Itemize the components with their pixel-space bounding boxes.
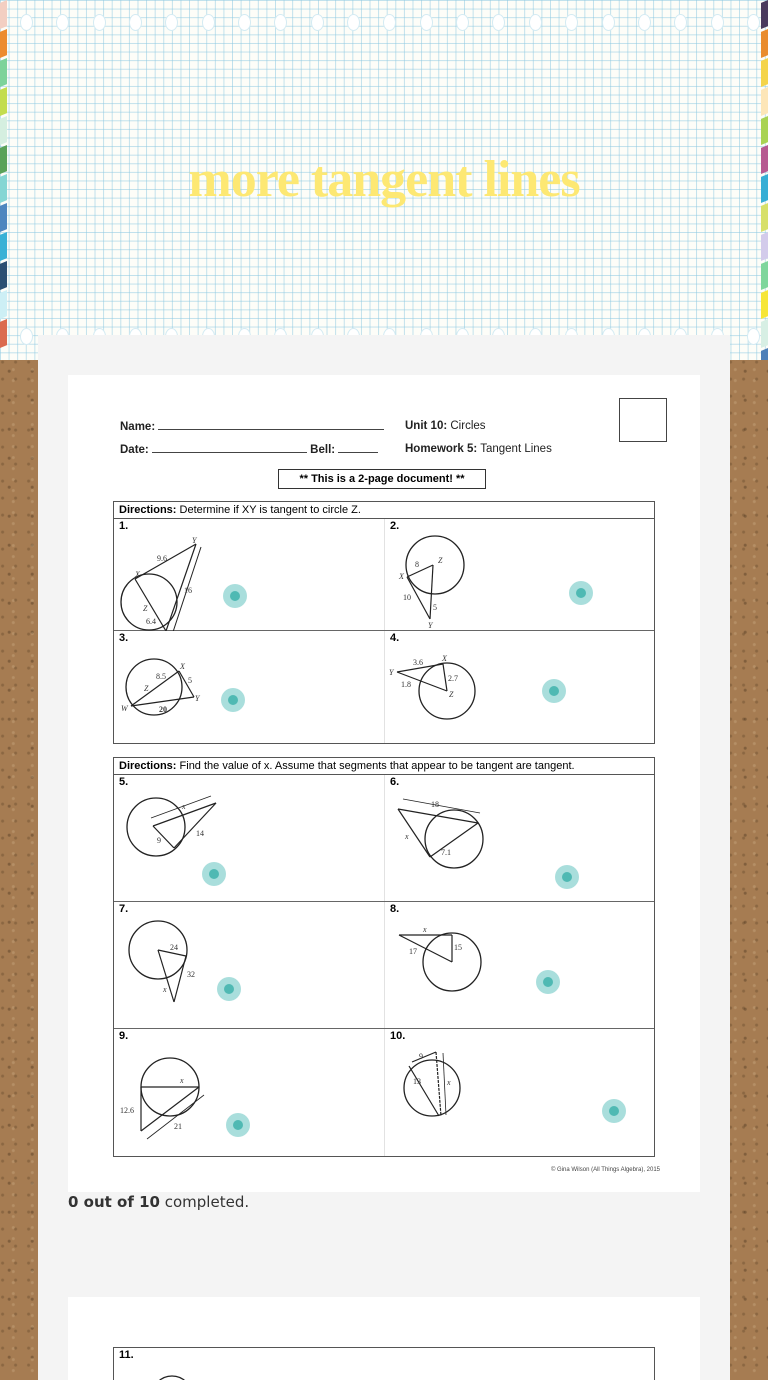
label: X (135, 570, 140, 579)
stripe-segment (0, 0, 7, 29)
homework-value: Tangent Lines (480, 443, 552, 455)
binder-hole (602, 14, 615, 31)
problem-number: 1. (119, 520, 129, 532)
binder-hole (20, 328, 33, 345)
directions-text: Find the value of x. Assume that segments that appear to be tangent are tangent. (179, 760, 575, 772)
problem-row (114, 775, 654, 902)
unit-value: Circles (450, 420, 486, 432)
label: 8 (415, 560, 419, 569)
name-line (120, 420, 384, 433)
binder-hole (347, 14, 360, 31)
label: 14 (196, 829, 204, 838)
stripe-segment (761, 290, 768, 319)
problem-row (114, 519, 654, 631)
problem-9-diagram (114, 1029, 384, 1156)
problem-3 (114, 631, 384, 743)
problem-9 (114, 1029, 384, 1156)
binder-hole (238, 14, 251, 31)
label: 9 (419, 1052, 423, 1061)
label: 17 (409, 947, 417, 956)
stripe-segment (761, 58, 768, 87)
binder-hole (129, 14, 142, 31)
date-line (120, 443, 378, 456)
stripe-segment (0, 319, 7, 348)
label: 12.6 (120, 1106, 134, 1115)
binder-hole (274, 14, 287, 31)
label: Y (389, 668, 394, 677)
problem-4 (384, 631, 654, 743)
label: 32 (187, 970, 195, 979)
label: Y (195, 694, 200, 703)
label: Z (449, 690, 454, 699)
problem-6 (384, 775, 654, 901)
label: x (163, 985, 167, 994)
answer-hotspot-8[interactable] (536, 970, 560, 994)
label: 16 (184, 586, 192, 595)
date-blank (152, 443, 307, 453)
date-label: Date: (120, 444, 149, 456)
binder-hole (93, 14, 106, 31)
problem-10 (384, 1029, 654, 1156)
copyright-text: © Gina Wilson (All Things Algebra), 2015 (550, 1167, 660, 1173)
unit-line (405, 420, 486, 432)
stripe-segment (0, 232, 7, 261)
stripe-segment (761, 29, 768, 58)
binder-hole (529, 14, 542, 31)
answer-hotspot-1[interactable] (223, 584, 247, 608)
problem-11-diagram (114, 1348, 214, 1380)
binder-hole (638, 14, 651, 31)
section-2-table (113, 757, 655, 1157)
problem-number: 2. (390, 520, 400, 532)
label: 8.5 (156, 672, 166, 681)
worksheet-page-2 (68, 1297, 700, 1380)
problem-number: 9. (119, 1030, 129, 1042)
binder-hole (565, 14, 578, 31)
worksheet-panel (38, 335, 730, 1380)
label: 9 (157, 836, 161, 845)
problem-2 (384, 519, 654, 630)
label: X (180, 662, 185, 671)
answer-hotspot-6[interactable] (555, 865, 579, 889)
completion-status (68, 1193, 249, 1211)
stripe-segment (761, 319, 768, 348)
label: 21 (174, 1122, 182, 1131)
binder-hole (456, 14, 469, 31)
stripe-segment (761, 0, 768, 29)
section-1-directions (114, 502, 654, 519)
label: Y (192, 536, 197, 545)
label: X (442, 654, 447, 663)
name-blank (158, 420, 384, 430)
problem-row (114, 902, 654, 1029)
stripe-segment (761, 116, 768, 145)
binder-hole (674, 14, 687, 31)
label: W (121, 704, 128, 713)
header-banner (0, 0, 768, 360)
problem-6-diagram (385, 775, 655, 902)
answer-hotspot-9[interactable] (226, 1113, 250, 1137)
binder-hole (20, 14, 33, 31)
directions-label: Directions: (119, 504, 177, 516)
label: 9.6 (157, 554, 167, 563)
label: 6.4 (146, 617, 156, 626)
stripe-segment (761, 87, 768, 116)
stripe-segment (0, 290, 7, 319)
problem-8 (384, 902, 654, 1028)
problem-8-diagram (385, 902, 655, 1029)
problem-number: 5. (119, 776, 129, 788)
binder-holes-top (20, 14, 760, 31)
label: 1.8 (401, 680, 411, 689)
binder-hole (202, 14, 215, 31)
problem-2-diagram (385, 519, 655, 631)
binder-hole (747, 328, 760, 345)
bell-blank (338, 443, 378, 453)
label: 13 (413, 1077, 421, 1086)
problem-number: 8. (390, 903, 400, 915)
label: 2.7 (448, 674, 458, 683)
problem-1-diagram (114, 519, 384, 631)
label: Y (428, 621, 433, 630)
problem-row (114, 1029, 654, 1156)
binder-hole (711, 14, 724, 31)
label: Z (144, 684, 149, 693)
label: 10 (403, 593, 411, 602)
binder-hole (747, 14, 760, 31)
problem-10-diagram (385, 1029, 655, 1156)
completed-suffix: completed. (164, 1193, 250, 1211)
stripe-segment (0, 116, 7, 145)
label: x (405, 832, 409, 841)
label: X (399, 572, 404, 581)
problem-number: 3. (119, 632, 129, 644)
problem-3-diagram (114, 631, 384, 743)
homework-line (405, 443, 552, 455)
stripe-segment (0, 29, 7, 58)
answer-hotspot-7[interactable] (217, 977, 241, 1001)
problem-number: 4. (390, 632, 400, 644)
label: 3.6 (413, 658, 423, 667)
section-3-table (113, 1347, 655, 1380)
completed-count: 0 out of 10 (68, 1193, 160, 1211)
binder-hole (492, 14, 505, 31)
binder-hole (56, 14, 69, 31)
stripe-segment (0, 87, 7, 116)
label: 18 (431, 800, 439, 809)
binder-hole (311, 14, 324, 31)
page-title: more tangent lines (188, 151, 580, 208)
answer-hotspot-4[interactable] (542, 679, 566, 703)
answer-hotspot-3[interactable] (221, 688, 245, 712)
problem-row (114, 631, 654, 743)
problem-7-diagram (114, 902, 384, 1029)
problem-4-diagram (385, 631, 655, 743)
label: 15 (454, 943, 462, 952)
label: 7.1 (441, 848, 451, 857)
name-label: Name: (120, 421, 156, 433)
stripe-segment (761, 261, 768, 290)
answer-hotspot-2[interactable] (569, 581, 593, 605)
problem-number: 6. (390, 776, 400, 788)
problem-number: 11. (119, 1349, 134, 1361)
stripe-segment (761, 348, 768, 360)
label: 5 (433, 603, 437, 612)
binder-hole (165, 14, 178, 31)
section-1-table (113, 501, 655, 744)
problem-number: 10. (390, 1030, 406, 1042)
label: 24 (170, 943, 178, 952)
two-page-notice: ** This is a 2-page document! ** (278, 469, 486, 489)
label: 20 (159, 705, 167, 714)
directions-text: Determine if XY is tangent to circle Z. (179, 504, 361, 516)
score-box (619, 398, 667, 442)
stripe-segment (0, 58, 7, 87)
problem-7 (114, 902, 384, 1028)
section-2-directions (114, 758, 654, 775)
directions-label: Directions: (119, 760, 177, 772)
unit-label: Unit 10: (405, 420, 448, 432)
stripe-segment (761, 232, 768, 261)
worksheet-page-1 (68, 375, 700, 1192)
label: Z (143, 604, 148, 613)
binder-hole (383, 14, 396, 31)
label: 5 (188, 676, 192, 685)
bell-label: Bell: (310, 444, 336, 456)
problem-number: 7. (119, 903, 129, 915)
label: x (447, 1078, 451, 1087)
problem-5-diagram (114, 775, 384, 902)
stripe-segment (0, 261, 7, 290)
homework-label: Homework 5: (405, 443, 478, 455)
label: x (423, 925, 427, 934)
problem-1 (114, 519, 384, 630)
problem-5 (114, 775, 384, 901)
label: x (180, 1076, 184, 1085)
label: x (182, 802, 186, 811)
binder-hole (420, 14, 433, 31)
answer-hotspot-10[interactable] (602, 1099, 626, 1123)
label: Z (438, 556, 443, 565)
answer-hotspot-5[interactable] (202, 862, 226, 886)
